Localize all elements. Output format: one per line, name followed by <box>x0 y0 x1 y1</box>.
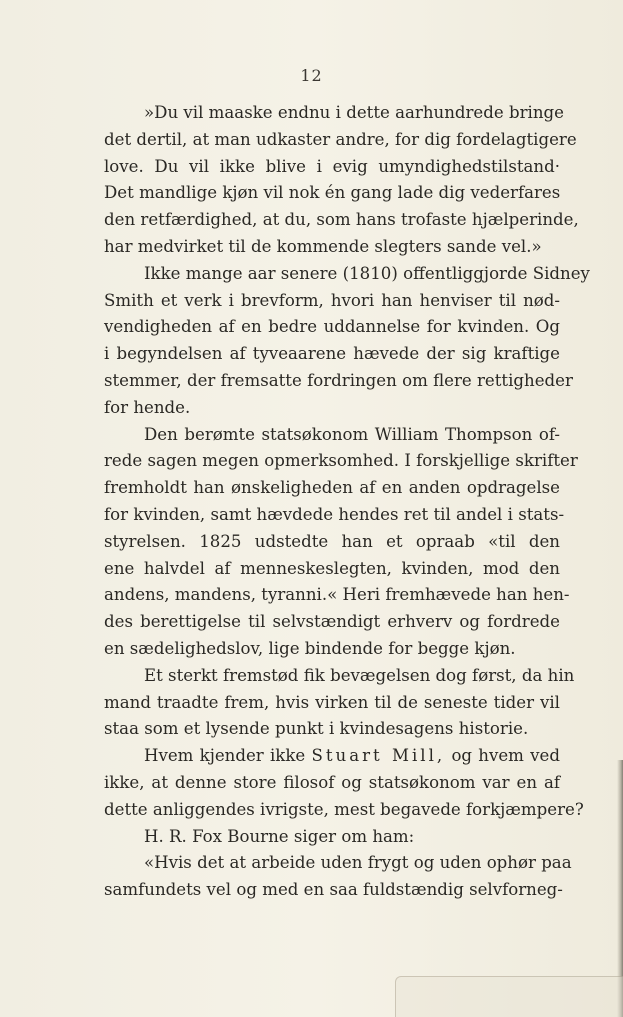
text-line: Smith et verk i brevform, hvori han henviser til nød- <box>104 290 560 310</box>
text-line: ikke, at denne store filosof og statsøkonom var en af <box>104 772 560 792</box>
text-line: en sædelighedslov, lige bindende for begge kjøn. <box>104 638 516 658</box>
text-line: Den berømte statsøkonom William Thompson of- <box>144 424 560 444</box>
text-line: i begyndelsen af tyveaarene hævede der sig kraftige <box>104 344 560 364</box>
person-name: Stuart Mill, <box>311 746 446 766</box>
text-line: »Du vil maaske endnu i dette aarhundrede bringe <box>144 103 564 122</box>
text-line: vendigheden af en bedre uddannelse for kvinden. Og <box>104 317 560 337</box>
text-line: for kvinden, samt hævdede hendes ret til andel i stats- <box>104 504 565 524</box>
text-fragment: og hvem ved <box>451 746 560 766</box>
page-number: 12 <box>300 66 323 85</box>
body-text <box>104 100 590 904</box>
text-line: Ikke mange aar senere (1810) offentliggjorde Sidney <box>144 263 590 283</box>
page-fold-corner <box>395 976 623 1017</box>
text-line-mixed <box>104 743 560 770</box>
text-line: Det mandlige kjøn vil nok én gang lade dig vederfares <box>104 183 561 203</box>
text-line: dette anliggendes ivrigste, mest begavede forkjæmpere? <box>104 799 584 819</box>
text-line: rede sagen megen opmerksomhed. I forskjellige skrifter <box>104 451 578 471</box>
text-line: fremholdt han ønskeligheden af en anden opdragelse <box>104 478 560 498</box>
text-line: «Hvis det at arbeide uden frygt og uden ophør paa <box>144 853 572 873</box>
text-line: styrelsen. 1825 udstedte han et opraab «til den <box>104 531 560 551</box>
text-fragment: Hvem kjender ikke <box>144 746 306 766</box>
text-line: det dertil, at man udkaster andre, for dig fordelagtigere <box>104 129 577 149</box>
text-line: des berettigelse til selvstændigt erhverv og fordrede <box>104 612 560 632</box>
text-line: samfundets vel og med en saa fuldstændig selvforneg- <box>104 880 563 900</box>
text-line: love. Du vil ikke blive i evig umyndighedstilstand· <box>104 156 560 176</box>
text-line: Et sterkt fremstød fik bevægelsen dog først, da hin <box>144 665 575 685</box>
text-line: stemmer, der fremsatte fordringen om flere rettigheder <box>104 370 573 390</box>
text-line: har medvirket til de kommende slegters sande vel.» <box>104 236 542 256</box>
text-line: mand traadte frem, hvis virken til de seneste tider vil <box>104 692 560 712</box>
text-line: andens, mandens, tyranni.« Heri fremhævede han hen- <box>104 585 570 605</box>
text-line: ene halvdel af menneskeslegten, kvinden, mod den <box>104 558 560 578</box>
text-line: H. R. Fox Bourne siger om ham: <box>144 826 415 846</box>
text-line: for hende. <box>104 397 191 417</box>
text-line: staa som et lysende punkt i kvindesagens historie. <box>104 719 529 739</box>
text-line: den retfærdighed, at du, som hans trofaste hjælperinde, <box>104 210 579 230</box>
